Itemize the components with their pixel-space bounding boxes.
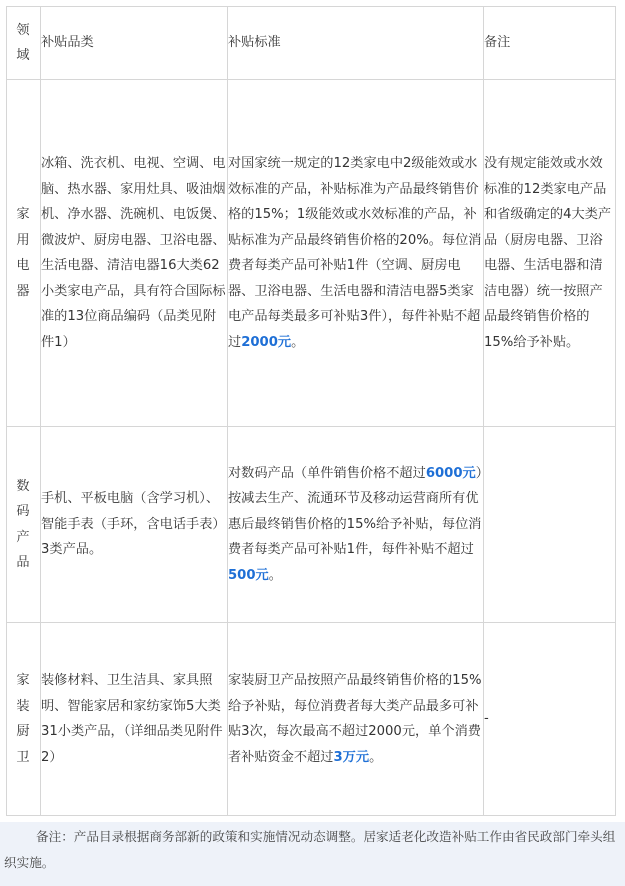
subsidy-cap-highlight: 500元 bbox=[228, 567, 269, 583]
row-field-char: 电 bbox=[16, 258, 31, 273]
header-field-char: 域 bbox=[16, 48, 31, 63]
row-field bbox=[7, 623, 41, 816]
row-field-char: 卫 bbox=[16, 749, 31, 765]
row-field-char: 家 bbox=[16, 673, 31, 688]
table-row bbox=[7, 80, 616, 427]
row-remark bbox=[484, 427, 616, 623]
footnote-text: 备注：产品目录根据商务部新的政策和实施情况动态调整。居家适老化改造补贴工作由省民政部门牵头组织实施。 bbox=[4, 829, 616, 870]
row-field bbox=[7, 427, 41, 623]
standard-text: 家装厨卫产品按照产品最终销售价格的15%给予补贴，每位消费者每大类产品最多可补贴3次，每次最高不超过2000元，单个消费者补贴资金不超过 bbox=[228, 673, 482, 765]
header-category: 补贴品类 bbox=[41, 7, 228, 80]
row-field-char: 家 bbox=[16, 207, 31, 222]
row-field-char: 厨 bbox=[16, 724, 31, 739]
subsidy-policy-table bbox=[6, 6, 616, 816]
row-field-char: 产 bbox=[16, 529, 31, 545]
standard-text: 。 bbox=[291, 334, 305, 350]
header-field-char: 领 bbox=[16, 22, 31, 38]
table-row bbox=[7, 623, 616, 816]
row-field-char: 用 bbox=[16, 232, 31, 248]
row-category: 装修材料、卫生洁具、家具照明、智能家居和家纺家饰5大类31小类产品，（详细品类见附件2） bbox=[41, 623, 228, 816]
row-field bbox=[7, 80, 41, 427]
row-field-char: 品 bbox=[16, 555, 31, 570]
standard-text: ）按减去生产、流通环节及移动运营商所有优惠后最终销售价格的15%给予补贴，每位消费者每类产品可补贴1件，每件补贴不超过 bbox=[228, 465, 483, 558]
row-remark: 没有规定能效或水效标准的12类家电产品和省级确定的4大类产品（厨房电器、卫浴电器、生活电器和清洁电器）统一按照产品最终销售价格的15%给予补贴。 bbox=[484, 80, 616, 427]
standard-text: 。 bbox=[369, 749, 383, 765]
header-field bbox=[7, 7, 41, 80]
row-field-char: 器 bbox=[16, 283, 31, 299]
header-standard: 补贴标准 bbox=[228, 7, 484, 80]
standard-text: 。 bbox=[268, 567, 282, 583]
row-standard bbox=[228, 623, 484, 816]
row-remark: - bbox=[484, 623, 616, 816]
footnote bbox=[0, 822, 625, 886]
row-category: 冰箱、洗衣机、电视、空调、电脑、热水器、家用灶具、吸油烟机、净水器、洗碗机、电饭煲、微波炉、厨房电器、卫浴电器、生活电器、清洁电器16大类62小类家电产品，具有符合国际标准的13位商品编码（品类见附件1） bbox=[41, 80, 228, 427]
standard-text: 对数码产品（单件销售价格不超过 bbox=[228, 465, 426, 481]
row-standard bbox=[228, 427, 484, 623]
standard-text: 对国家统一规定的12类家电中2级能效或水效标准的产品，补贴标准为产品最终销售价格的15%；1级能效或水效标准的产品，补贴标准为产品最终销售价格的20%。每位消费者每类产品可补贴1件（空调、厨房电器、卫浴电器、生活电器和清洁电器5类家电产品每类最多可补贴3件），每件补贴不超过 bbox=[228, 156, 482, 350]
table-header-row bbox=[7, 7, 616, 80]
row-field-char: 装 bbox=[16, 698, 31, 714]
row-category: 手机、平板电脑（含学习机）、智能手表（手环，含电话手表）3类产品。 bbox=[41, 427, 228, 623]
row-standard bbox=[228, 80, 484, 427]
price-cap-highlight: 6000元 bbox=[425, 465, 476, 481]
row-field-char: 码 bbox=[16, 504, 31, 519]
subsidy-cap-highlight: 2000元 bbox=[241, 334, 292, 350]
header-remark: 备注 bbox=[484, 7, 616, 80]
row-field-char: 数 bbox=[16, 478, 31, 494]
subsidy-cap-highlight: 3万元 bbox=[333, 749, 370, 765]
table-row bbox=[7, 427, 616, 623]
